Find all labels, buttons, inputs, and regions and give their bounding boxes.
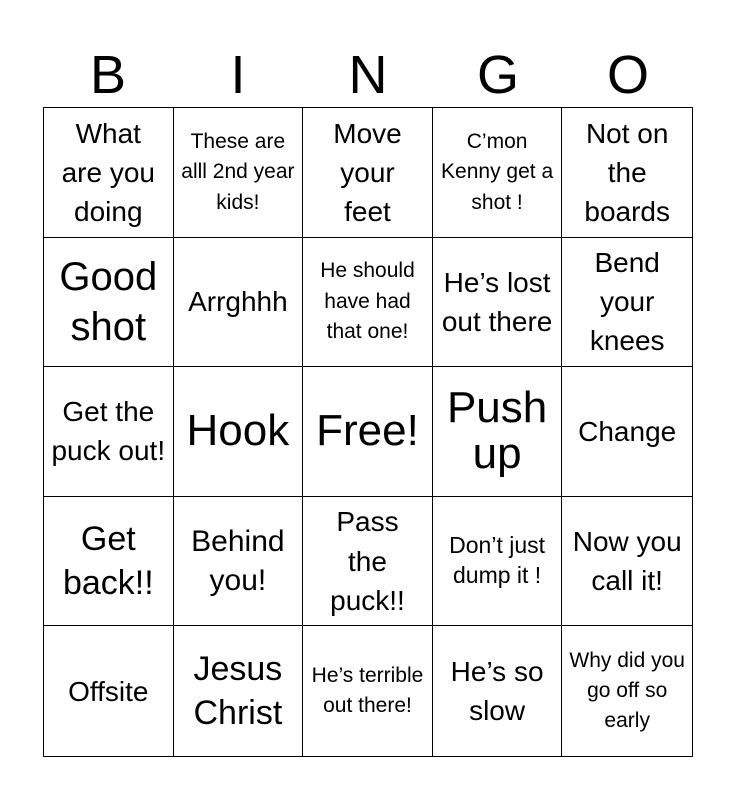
cell-text: Hook bbox=[186, 406, 290, 456]
cell-text: He should have had that one! bbox=[320, 259, 415, 344]
bingo-cell[interactable] bbox=[433, 367, 563, 497]
bingo-cell[interactable] bbox=[174, 238, 304, 368]
cell-text: Get the puck out! bbox=[51, 396, 166, 467]
cell-text: He’s so slow bbox=[450, 656, 544, 727]
header-letter-b: B bbox=[89, 45, 127, 105]
cell-text: Don’t just dump it ! bbox=[449, 532, 546, 589]
bingo-cell[interactable] bbox=[562, 497, 692, 627]
cell-text: Good shot bbox=[59, 254, 158, 349]
bingo-board bbox=[43, 107, 693, 757]
bingo-cell[interactable] bbox=[303, 238, 433, 368]
cell-text: Offsite bbox=[68, 675, 149, 707]
bingo-cell[interactable] bbox=[433, 497, 563, 627]
header-letter-g: G bbox=[476, 45, 519, 105]
bingo-cell[interactable] bbox=[174, 108, 304, 238]
cell-text: These are alll 2nd year kids! bbox=[181, 129, 295, 214]
cell-text: C’mon Kenny get a shot ! bbox=[441, 129, 554, 214]
header-letter-n: N bbox=[348, 45, 388, 105]
bingo-cell[interactable] bbox=[303, 497, 433, 627]
cell-text: Now you call it! bbox=[572, 525, 682, 597]
bingo-cell[interactable] bbox=[562, 626, 692, 756]
cell-text: Pass the puck!! bbox=[330, 506, 405, 616]
header-letter-i: I bbox=[230, 45, 246, 105]
bingo-cell[interactable] bbox=[174, 626, 304, 756]
bingo-cell[interactable] bbox=[562, 238, 692, 368]
bingo-cell[interactable] bbox=[562, 108, 692, 238]
bingo-cell[interactable] bbox=[44, 626, 174, 756]
cell-text: He’s lost out there bbox=[441, 266, 553, 337]
bingo-cell[interactable] bbox=[174, 367, 304, 497]
bingo-cell[interactable] bbox=[174, 497, 304, 627]
cell-text: Jesus Christ bbox=[193, 650, 283, 733]
cell-text: Free! bbox=[316, 406, 419, 456]
bingo-cell[interactable] bbox=[433, 238, 563, 368]
cell-text: Why did you go off so early bbox=[569, 648, 685, 733]
bingo-cell[interactable] bbox=[44, 367, 174, 497]
cell-text: What are you doing bbox=[61, 117, 155, 227]
cell-text: Change bbox=[578, 415, 677, 447]
bingo-header bbox=[43, 42, 693, 108]
cell-text: Push up bbox=[446, 383, 548, 479]
bingo-cell[interactable] bbox=[44, 238, 174, 368]
bingo-cell[interactable] bbox=[562, 367, 692, 497]
header-letter-o: O bbox=[606, 45, 649, 105]
bingo-cell[interactable] bbox=[303, 626, 433, 756]
cell-text: Behind you! bbox=[191, 525, 285, 598]
cell-text: Move your feet bbox=[333, 117, 402, 227]
bingo-cell[interactable] bbox=[433, 626, 563, 756]
bingo-cell[interactable] bbox=[303, 108, 433, 238]
cell-text: He’s terrible out there! bbox=[311, 663, 424, 718]
cell-text: Arrghhh bbox=[188, 286, 288, 318]
cell-text: Bend your knees bbox=[589, 247, 665, 357]
cell-text: Get back!! bbox=[62, 519, 154, 603]
bingo-cell[interactable] bbox=[303, 367, 433, 497]
bingo-cell[interactable] bbox=[433, 108, 563, 238]
cell-text: Not on the boards bbox=[584, 117, 670, 227]
bingo-cell[interactable] bbox=[44, 108, 174, 238]
bingo-cell[interactable] bbox=[44, 497, 174, 627]
